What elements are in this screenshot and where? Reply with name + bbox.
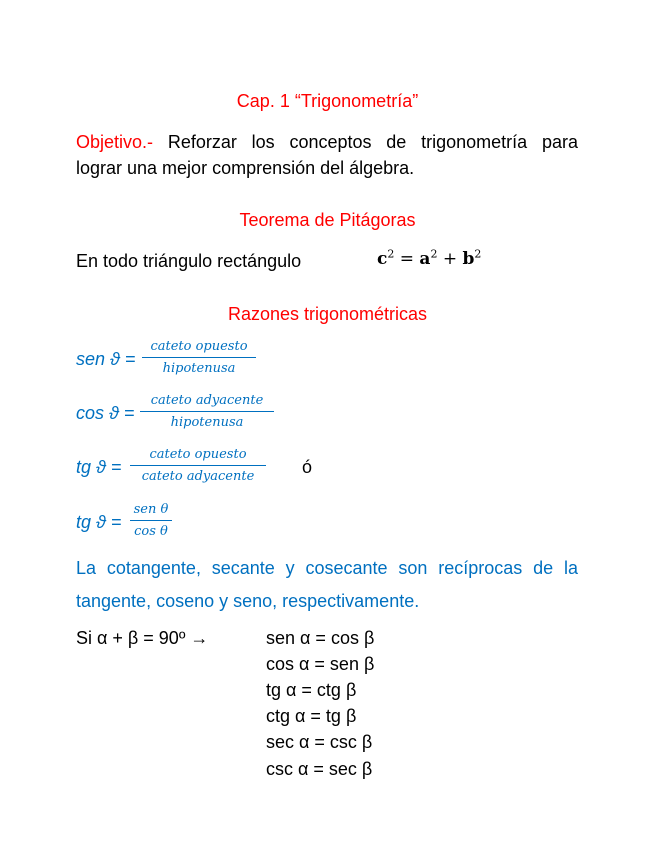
relation-ctg-tg: ctg α = tg β: [266, 706, 357, 726]
tg2-denominator: cos θ: [134, 524, 168, 539]
cos-numerator: cateto adyacente: [150, 393, 264, 408]
sen-fraction-bar: [142, 357, 256, 358]
formula-equals: =: [394, 249, 420, 269]
page-title: Cap. 1 “Trigonometría”: [236, 91, 419, 111]
formula-b: b: [462, 249, 475, 269]
cos-denominator: hipotenusa: [170, 415, 244, 430]
sen-numerator: cateto opuesto: [150, 339, 248, 354]
relation-csc-sec: csc α = sec β: [266, 759, 373, 779]
sen-fraction: [142, 339, 256, 377]
tg2-fraction-bar: [130, 520, 172, 521]
objective-block: [76, 131, 578, 179]
relation-tg-ctg: tg α = ctg β: [266, 680, 357, 700]
razones-heading: Razones trigonométricas: [227, 304, 428, 324]
objective-text-1: Reforzar los conceptos de trigonometría para: [167, 132, 578, 152]
tg-or-connector: ó: [302, 457, 313, 477]
objective-label: Objetivo.-: [76, 132, 154, 152]
pitagoras-formula: [377, 249, 481, 269]
relation-sec-csc: sec α = csc β: [266, 732, 373, 752]
formula-plus: +: [437, 249, 463, 269]
formula-b-exp: 2: [474, 247, 482, 261]
relation-sen-cos: sen α = cos β: [266, 628, 375, 648]
tg1-fraction-bar: [130, 465, 266, 466]
tg1-fraction: [130, 447, 266, 485]
pitagoras-heading: Teorema de Pitágoras: [239, 210, 416, 230]
tg1-denominator: cateto adyacente: [141, 469, 255, 484]
tg2-fraction: [130, 502, 172, 540]
relation-cos-sen: cos α = sen β: [266, 654, 375, 674]
formula-c: c: [377, 249, 388, 269]
formula-c-exp: 2: [387, 247, 395, 261]
cos-lhs: cos ϑ =: [76, 403, 135, 423]
cos-fraction-bar: [140, 411, 274, 412]
formula-a-exp: 2: [430, 247, 438, 261]
objective-line-2: lograr una mejor comprensión del álgebra.: [76, 158, 415, 178]
sen-lhs: sen ϑ =: [76, 349, 136, 369]
sen-denominator: hipotenusa: [162, 361, 236, 376]
reciprocas-block: [76, 557, 578, 612]
pitagoras-text: En todo triángulo rectángulo: [76, 251, 302, 271]
reciprocas-line-1: La cotangente, secante y cosecante son recíprocas de la: [76, 558, 578, 578]
tg2-lhs: tg ϑ =: [76, 512, 122, 532]
formula-a: a: [419, 249, 431, 269]
cos-fraction: [140, 393, 274, 431]
tg1-lhs: tg ϑ =: [76, 457, 122, 477]
reciprocas-line-2: tangente, coseno y seno, respectivamente.: [76, 591, 420, 611]
objective-line-1: [76, 131, 578, 153]
complementary-condition: Si α + β = 90º →: [76, 628, 209, 648]
tg2-numerator: sen θ: [133, 502, 169, 517]
tg1-numerator: cateto opuesto: [149, 447, 247, 462]
